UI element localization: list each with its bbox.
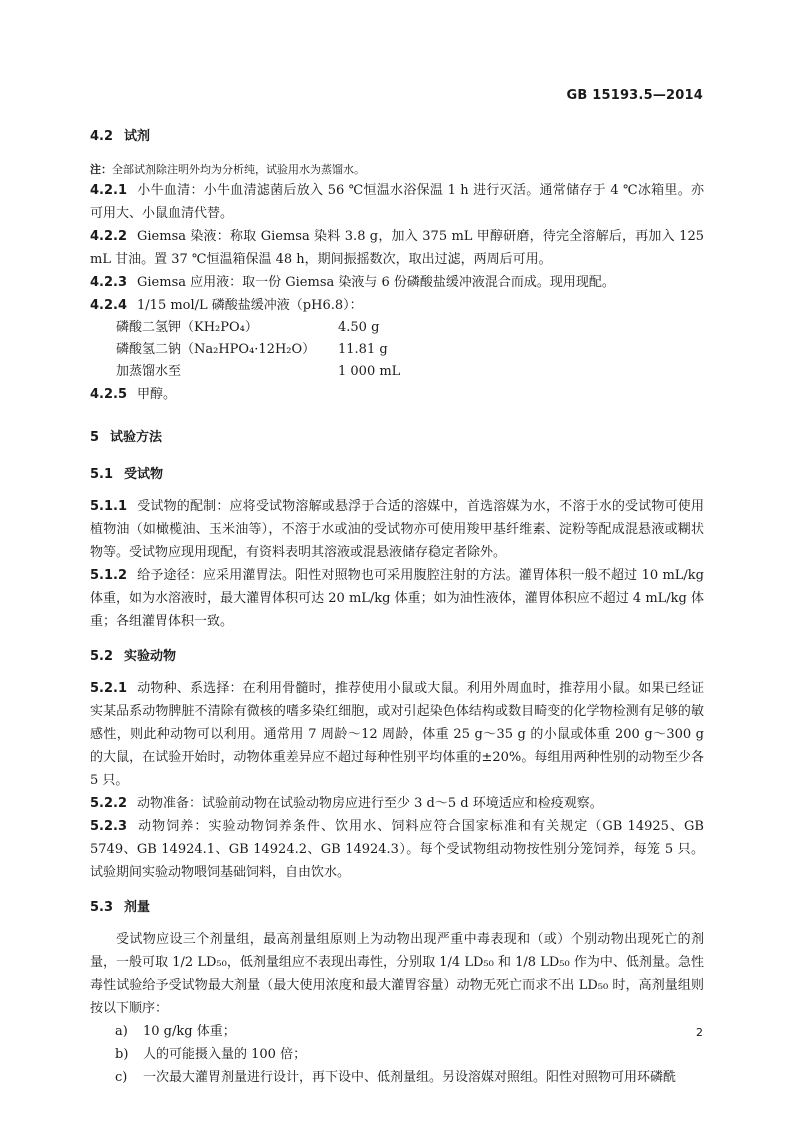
section-heading-5-3: [90, 898, 704, 918]
clause-number: 5.1.2: [90, 568, 128, 583]
clause-5-1-1: [90, 495, 704, 564]
clause-4-2-3: [90, 271, 704, 294]
clause-4-2-2: [90, 225, 704, 271]
clause-number: 4.2.5: [90, 387, 128, 402]
reagent-name: 磷酸氢二钠（Na₂HPO₄·12H₂O）: [116, 342, 316, 357]
reagent-amount: 4.50 g: [338, 320, 380, 335]
list-item: [90, 1066, 704, 1089]
page-number: 2: [696, 1026, 703, 1039]
clause-text: 1/15 mol/L 磷酸盐缓冲液（pH6.8）：: [137, 298, 363, 313]
list-marker: a): [115, 1024, 128, 1039]
section-title: 受试物: [124, 467, 164, 482]
clause-5-2-1: [90, 677, 704, 792]
section-heading-4-2: [90, 127, 704, 147]
section-title: 实验动物: [124, 649, 177, 664]
table-row: [116, 361, 400, 383]
table-row: [116, 317, 400, 339]
document-body: [90, 127, 704, 1089]
list-text: 一次最大灌胃剂量进行设计，再下设中、低剂量组。另设溶媒对照组。阳性对照物可用环磷酰: [143, 1070, 677, 1085]
section-title: 剂量: [124, 900, 151, 915]
clause-number: 5.2.3: [90, 819, 128, 834]
clause-4-2-4: [90, 294, 704, 317]
section-number: 5.2: [90, 649, 114, 664]
clause-4-2-5: [90, 383, 704, 406]
clause-text: 动物种、系选择：在利用骨髓时，推荐使用小鼠或大鼠。利用外周血时，推荐用小鼠。如果已经证实某品系动物脾脏不清除有微核的嗜多染红细胞，或对引起染色体结构或数目畸变的化学物检测有足够的敏感性，则此种动物可以利用。通常用 7 周龄～12 周龄，体重 25 g～35 g 的小鼠或体重 200 g～300 g 的大鼠，在试验开始时，动物体重差异应不超过每种性别平均体重的±20%。每组用两种性别的动物至少各 5 只。: [90, 681, 704, 788]
clause-text: 小牛血清：小牛血清滤菌后放入 56 ℃恒温水浴保温 1 h 进行灭活。通常储存于 4 ℃冰箱里。亦可用大、小鼠血清代替。: [90, 183, 704, 221]
reagent-amount: 11.81 g: [338, 342, 388, 357]
note: [90, 161, 704, 179]
section-number: 5: [90, 430, 100, 445]
clause-text: 动物准备：试验前动物在试验动物房应进行至少 3 d～5 d 环境适应和检疫观察。: [137, 796, 603, 811]
list-item: [90, 1020, 704, 1043]
note-label: 注：: [90, 163, 112, 176]
list-marker: b): [115, 1047, 129, 1062]
reagent-name: 加蒸馏水至: [116, 364, 182, 379]
clause-number: 4.2.4: [90, 298, 128, 313]
standard-id: GB 15193.5—2014: [566, 88, 703, 103]
clause-number: 5.2.2: [90, 796, 128, 811]
clause-text: Giemsa 应用液：取一份 Giemsa 染液与 6 份磷酸盐缓冲液混合而成。现用现配。: [137, 275, 615, 290]
list-text: 人的可能摄入量的 100 倍；: [143, 1047, 307, 1062]
list-text: 10 g/kg 体重；: [143, 1024, 236, 1039]
section-number: 4.2: [90, 129, 114, 144]
clause-number: 5.1.1: [90, 499, 128, 514]
reagent-amount: 1 000 mL: [338, 364, 401, 379]
clause-text: 给予途径：应采用灌胃法。阳性对照物也可采用腹腔注射的方法。灌胃体积一般不超过 10 mL/kg 体重，如为水溶液时，最大灌胃体积可达 20 mL/kg 体重；如为油性液体，灌胃体积应不超过 4 mL/kg 体重；各组灌胃体积一致。: [90, 568, 704, 629]
clause-4-2-1: [90, 179, 704, 225]
note-text: 全部试剂除注明外均为分析纯，试验用水为蒸馏水。: [112, 163, 365, 176]
table-row: [116, 339, 400, 361]
clause-text: Giemsa 染液：称取 Giemsa 染料 3.8 g，加入 375 mL 甲醇研磨，待完全溶解后，再加入 125 mL 甘油。置 37 ℃恒温箱保温 48 h，期间振摇数次，取出过滤，两周后可用。: [90, 229, 704, 267]
clause-number: 4.2.1: [90, 183, 128, 198]
clause-number: 4.2.2: [90, 229, 128, 244]
section-number: 5.1: [90, 467, 114, 482]
clause-number: 5.2.1: [90, 681, 128, 696]
clause-number: 4.2.3: [90, 275, 128, 290]
list-item: [90, 1043, 704, 1066]
section-title: 试剂: [124, 129, 151, 144]
section-number: 5.3: [90, 900, 114, 915]
buffer-recipe-table: [116, 317, 400, 383]
clause-5-1-2: [90, 564, 704, 633]
list-marker: c): [115, 1070, 128, 1085]
reagent-name: 磷酸二氢钾（KH₂PO₄）: [116, 320, 258, 335]
section-title: 试验方法: [110, 430, 163, 445]
section-heading-5-1: [90, 465, 704, 485]
clause-5-2-3: [90, 815, 704, 884]
clause-5-2-2: [90, 792, 704, 815]
section-heading-5: [90, 428, 704, 448]
clause-text: 受试物的配制：应将受试物溶解或悬浮于合适的溶媒中，首选溶媒为水，不溶于水的受试物可使用植物油（如橄榄油、玉米油等），不溶于水或油的受试物亦可使用羧甲基纤维素、淀粉等配成混悬液或糊状物等。受试物应现用现配，有资料表明其溶液或混悬液储存稳定者除外。: [90, 499, 704, 560]
section-heading-5-2: [90, 647, 704, 667]
clause-text: 甲醇。: [137, 387, 177, 402]
clause-text: 动物饲养：实验动物饲养条件、饮用水、饲料应符合国家标准和有关规定（GB 14925、GB 5749、GB 14924.1、GB 14924.2、GB 14924.3）。每个受试物组动物按性别分笼饲养，每笼 5 只。试验期间实验动物喂饲基础饲料，自由饮水。: [90, 819, 704, 880]
dose-paragraph: 受试物应设三个剂量组，最高剂量组原则上为动物出现严重中毒表现和（或）个别动物出现死亡的剂量，一般可取 1/2 LD₅₀，低剂量组应不表现出毒性，分别取 1/4 LD₅₀ 和 1/8 LD₅₀ 作为中、低剂量。急性毒性试验给予受试物最大剂量（最大使用浓度和最大灌胃容量）动物无死亡而求不出 LD₅₀ 时，高剂量组则按以下顺序：: [90, 932, 704, 1016]
